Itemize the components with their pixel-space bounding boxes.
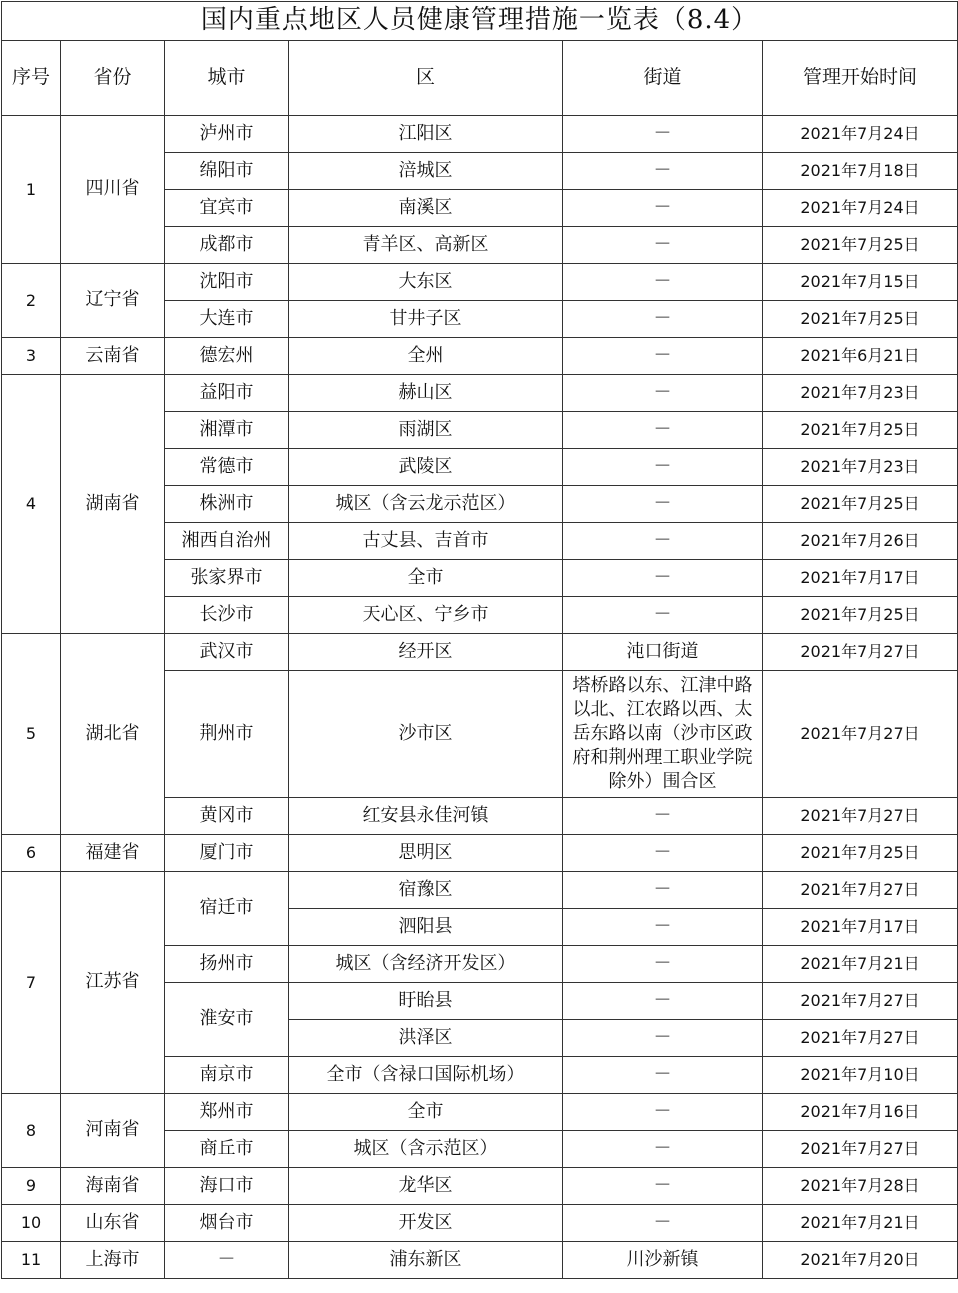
row-number: 1	[2, 116, 61, 264]
street-cell: －	[563, 872, 763, 909]
row-number: 10	[2, 1205, 61, 1242]
table-row	[2, 338, 958, 375]
city-cell: 南京市	[165, 1057, 289, 1094]
district-cell: 全市	[289, 560, 563, 597]
table-row	[2, 1205, 958, 1242]
district-cell: 南溪区	[289, 190, 563, 227]
date-cell: 2021年7月24日	[763, 116, 958, 153]
header-row	[2, 41, 958, 116]
city-cell: 张家界市	[165, 560, 289, 597]
date-cell: 2021年7月27日	[763, 798, 958, 835]
street-cell: －	[563, 227, 763, 264]
city-cell: 湘潭市	[165, 412, 289, 449]
province-cell: 湖南省	[61, 375, 165, 634]
district-cell: 红安县永佳河镇	[289, 798, 563, 835]
district-cell: 盱眙县	[289, 983, 563, 1020]
city-cell: 黄冈市	[165, 798, 289, 835]
district-cell: 思明区	[289, 835, 563, 872]
district-cell: 大东区	[289, 264, 563, 301]
date-cell: 2021年7月27日	[763, 983, 958, 1020]
table-row	[2, 872, 958, 909]
city-cell: 宿迁市	[165, 872, 289, 946]
province-cell: 湖北省	[61, 634, 165, 835]
city-cell: 湘西自治州	[165, 523, 289, 560]
header-no: 序号	[2, 41, 61, 116]
city-cell: －	[165, 1242, 289, 1279]
date-cell: 2021年7月10日	[763, 1057, 958, 1094]
row-number: 3	[2, 338, 61, 375]
header-start-date: 管理开始时间	[763, 41, 958, 116]
street-cell: －	[563, 116, 763, 153]
table-row	[2, 634, 958, 671]
table-row	[2, 1168, 958, 1205]
street-cell: －	[563, 301, 763, 338]
header-street: 街道	[563, 41, 763, 116]
province-cell: 福建省	[61, 835, 165, 872]
table-row	[2, 375, 958, 412]
district-cell: 青羊区、高新区	[289, 227, 563, 264]
date-cell: 2021年7月27日	[763, 1131, 958, 1168]
city-cell: 宜宾市	[165, 190, 289, 227]
province-cell: 辽宁省	[61, 264, 165, 338]
date-cell: 2021年7月23日	[763, 449, 958, 486]
city-cell: 德宏州	[165, 338, 289, 375]
city-cell: 淮安市	[165, 983, 289, 1057]
city-cell: 大连市	[165, 301, 289, 338]
street-cell: 塔桥路以东、江津中路以北、江农路以西、太岳东路以南（沙市区政府和荆州理工职业学院除外）围合区	[563, 671, 763, 798]
date-cell: 2021年6月21日	[763, 338, 958, 375]
district-cell: 赫山区	[289, 375, 563, 412]
header-city: 城市	[165, 41, 289, 116]
row-number: 4	[2, 375, 61, 634]
city-cell: 海口市	[165, 1168, 289, 1205]
district-cell: 全州	[289, 338, 563, 375]
health-management-table	[1, 1, 958, 1279]
date-cell: 2021年7月27日	[763, 1020, 958, 1057]
header-province: 省份	[61, 41, 165, 116]
street-cell: －	[563, 560, 763, 597]
title-row	[2, 2, 958, 41]
city-cell: 厦门市	[165, 835, 289, 872]
district-cell: 天心区、宁乡市	[289, 597, 563, 634]
date-cell: 2021年7月16日	[763, 1094, 958, 1131]
date-cell: 2021年7月25日	[763, 835, 958, 872]
street-cell: －	[563, 523, 763, 560]
district-cell: 古丈县、吉首市	[289, 523, 563, 560]
province-cell: 河南省	[61, 1094, 165, 1168]
date-cell: 2021年7月17日	[763, 909, 958, 946]
table-row	[2, 1242, 958, 1279]
date-cell: 2021年7月23日	[763, 375, 958, 412]
street-cell: －	[563, 597, 763, 634]
street-cell: －	[563, 264, 763, 301]
district-cell: 雨湖区	[289, 412, 563, 449]
province-cell: 上海市	[61, 1242, 165, 1279]
row-number: 6	[2, 835, 61, 872]
date-cell: 2021年7月17日	[763, 560, 958, 597]
district-cell: 宿豫区	[289, 872, 563, 909]
date-cell: 2021年7月21日	[763, 946, 958, 983]
district-cell: 涪城区	[289, 153, 563, 190]
date-cell: 2021年7月25日	[763, 412, 958, 449]
street-cell: －	[563, 1094, 763, 1131]
city-cell: 商丘市	[165, 1131, 289, 1168]
date-cell: 2021年7月28日	[763, 1168, 958, 1205]
table-row	[2, 835, 958, 872]
city-cell: 烟台市	[165, 1205, 289, 1242]
street-cell: －	[563, 1131, 763, 1168]
street-cell: －	[563, 909, 763, 946]
row-number: 11	[2, 1242, 61, 1279]
city-cell: 长沙市	[165, 597, 289, 634]
table-row	[2, 1094, 958, 1131]
city-cell: 荆州市	[165, 671, 289, 798]
district-cell: 武陵区	[289, 449, 563, 486]
date-cell: 2021年7月26日	[763, 523, 958, 560]
district-cell: 全市	[289, 1094, 563, 1131]
city-cell: 沈阳市	[165, 264, 289, 301]
district-cell: 沙市区	[289, 671, 563, 798]
district-cell: 城区（含示范区）	[289, 1131, 563, 1168]
city-cell: 泸州市	[165, 116, 289, 153]
date-cell: 2021年7月18日	[763, 153, 958, 190]
district-cell: 全市（含禄口国际机场）	[289, 1057, 563, 1094]
date-cell: 2021年7月27日	[763, 872, 958, 909]
district-cell: 江阳区	[289, 116, 563, 153]
province-cell: 云南省	[61, 338, 165, 375]
city-cell: 成都市	[165, 227, 289, 264]
city-cell: 常德市	[165, 449, 289, 486]
street-cell: －	[563, 486, 763, 523]
date-cell: 2021年7月25日	[763, 301, 958, 338]
street-cell: －	[563, 190, 763, 227]
district-cell: 城区（含经济开发区）	[289, 946, 563, 983]
table-row	[2, 264, 958, 301]
table-row	[2, 116, 958, 153]
date-cell: 2021年7月24日	[763, 190, 958, 227]
city-cell: 武汉市	[165, 634, 289, 671]
street-cell: －	[563, 1020, 763, 1057]
date-cell: 2021年7月21日	[763, 1205, 958, 1242]
street-cell: －	[563, 835, 763, 872]
date-cell: 2021年7月15日	[763, 264, 958, 301]
city-cell: 株洲市	[165, 486, 289, 523]
street-cell: 沌口街道	[563, 634, 763, 671]
district-cell: 泗阳县	[289, 909, 563, 946]
district-cell: 洪泽区	[289, 1020, 563, 1057]
date-cell: 2021年7月25日	[763, 486, 958, 523]
street-cell: 川沙新镇	[563, 1242, 763, 1279]
row-number: 8	[2, 1094, 61, 1168]
province-cell: 山东省	[61, 1205, 165, 1242]
province-cell: 四川省	[61, 116, 165, 264]
district-cell: 城区（含云龙示范区）	[289, 486, 563, 523]
date-cell: 2021年7月25日	[763, 597, 958, 634]
province-cell: 海南省	[61, 1168, 165, 1205]
street-cell: －	[563, 338, 763, 375]
city-cell: 扬州市	[165, 946, 289, 983]
street-cell: －	[563, 375, 763, 412]
district-cell: 经开区	[289, 634, 563, 671]
district-cell: 甘井子区	[289, 301, 563, 338]
row-number: 2	[2, 264, 61, 338]
date-cell: 2021年7月20日	[763, 1242, 958, 1279]
district-cell: 浦东新区	[289, 1242, 563, 1279]
city-cell: 益阳市	[165, 375, 289, 412]
date-cell: 2021年7月27日	[763, 671, 958, 798]
table-title: 国内重点地区人员健康管理措施一览表（8.4）	[2, 2, 958, 41]
city-cell: 郑州市	[165, 1094, 289, 1131]
district-cell: 开发区	[289, 1205, 563, 1242]
street-cell: －	[563, 983, 763, 1020]
street-cell: －	[563, 1057, 763, 1094]
district-cell: 龙华区	[289, 1168, 563, 1205]
header-district: 区	[289, 41, 563, 116]
street-cell: －	[563, 798, 763, 835]
street-cell: －	[563, 153, 763, 190]
province-cell: 江苏省	[61, 872, 165, 1094]
street-cell: －	[563, 449, 763, 486]
street-cell: －	[563, 946, 763, 983]
row-number: 7	[2, 872, 61, 1094]
row-number: 5	[2, 634, 61, 835]
street-cell: －	[563, 1168, 763, 1205]
street-cell: －	[563, 412, 763, 449]
street-cell: －	[563, 1205, 763, 1242]
city-cell: 绵阳市	[165, 153, 289, 190]
date-cell: 2021年7月27日	[763, 634, 958, 671]
date-cell: 2021年7月25日	[763, 227, 958, 264]
row-number: 9	[2, 1168, 61, 1205]
